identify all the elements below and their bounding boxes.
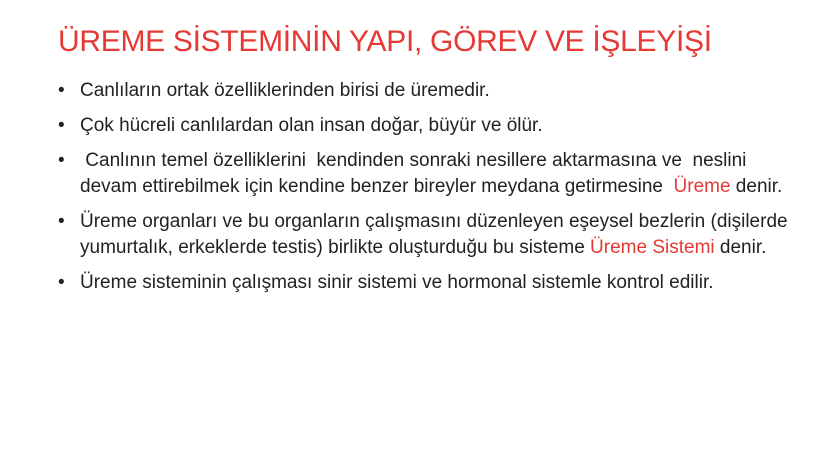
bullet-text-pre: Canlının temel özelliklerini kendinden sonraki nesillere aktarmasına ve neslini devam ettirebilmek için kendine benzer bireyler meydana getirmesine bbox=[80, 150, 752, 197]
slide-title: ÜREME SİSTEMİNİN YAPI, GÖREV VE İŞLEYİŞİ bbox=[58, 25, 712, 58]
bullet-text-pre: Üreme organları ve bu organların çalışmasını düzenleyen eşeysel bezlerin (dişilerde yumurtalık, erkeklerde testis) birlikte oluşturduğu bu sisteme bbox=[80, 211, 788, 258]
bullet-icon: • bbox=[58, 150, 65, 171]
highlight-term: Üreme bbox=[673, 176, 731, 197]
bullet-icon: • bbox=[58, 80, 65, 101]
highlight-term: Üreme Sistemi bbox=[590, 237, 715, 258]
bullet-text: Üreme sisteminin çalışması sinir sistemi ve hormonal sistemle kontrol edilir. bbox=[80, 272, 714, 293]
bullet-item-2 bbox=[58, 113, 798, 139]
bullet-text-post: denir. bbox=[730, 176, 783, 197]
bullet-item-1 bbox=[58, 78, 798, 104]
bullet-text: Canlıların ortak özelliklerinden birisi de üremedir. bbox=[80, 80, 490, 101]
bullet-text: Çok hücreli canlılardan olan insan doğar, büyür ve ölür. bbox=[80, 115, 543, 136]
bullet-item-4 bbox=[58, 209, 798, 261]
bullet-item-5 bbox=[58, 270, 798, 296]
bullet-icon: • bbox=[58, 211, 65, 232]
bullet-text-post: denir. bbox=[714, 237, 767, 258]
bullet-icon: • bbox=[58, 115, 65, 136]
bullet-list bbox=[58, 78, 798, 305]
bullet-icon: • bbox=[58, 272, 65, 293]
bullet-item-3 bbox=[58, 148, 798, 200]
